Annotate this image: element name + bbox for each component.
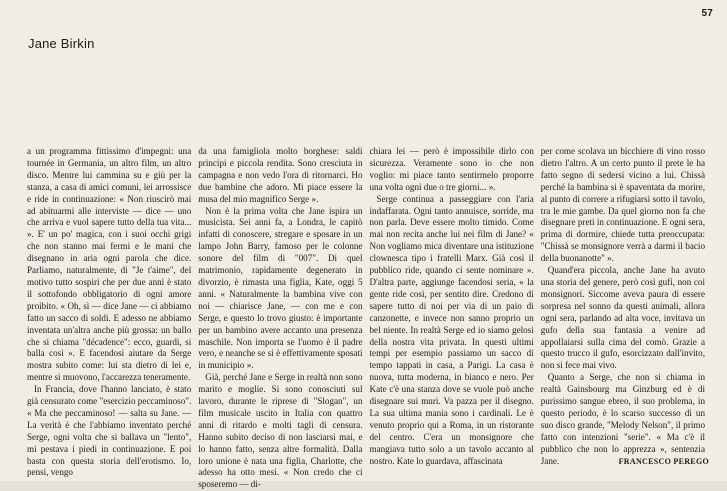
- paragraph: Quanto a Serge, che non si chiama in realtà Gainsbourg ma Ginzburg ed è di purissimo sangue ebreo, il suo problema, in questo periodo, è lo scarso successo di un suo disco grande, "Melody Nelson", il primo fatto con intenzioni "serie". « Ma c'è il pubblico che non lo apprezza », sentenzia Jane.: [540, 372, 705, 466]
- paragraph: a un programma fittissimo d'impegni: una tournée in Germania, un altro film, un altro disco. Mentre lui cammina su e giù per la stanza, a casa di amici comuni, lei arrossisce e ride in continuazione: « Non riuscirò mai ad abituarmi alle interviste — dice — uno che arriva e vuol sapere tutto della tua vita... ». E' un po' magica, con i suoi occhi grigi che non stanno mai fermi e le mani che disegnano in aria ogni parola che dice. Parliamo, naturalmente, di "Je t'aime", del motivo tutto sospiri che per due anni è stato il sottofondo obbligatorio di ogni amore proibito. « Oh, sì — dice Jane — ci abbiamo fatto un sacco di soldi. E adesso ne abbiamo inventata un'altra anche più grossa: un ballo che si chiama "décadence": ecco, guardi, si balla così ». E facendosi aiutare da Serge mostra subito come: lui sta dietro di lei e, mentre si muovono, l'accarezza teneramente.: [27, 146, 192, 383]
- paragraph: Serge continua a passeggiare con l'aria indaffarata. Ogni tanto annuisce, sorride, ma non parla. Deve essere molto timido. Come mai non recita anche lui nei film di Jane? « Non vogliamo mica diventare una istituzione clownesca tipo i fratelli Marx. Già così il pubblico ride, quando ci sente nominare ». D'altra parte, aggiunge facendosi seria, « la gente ride così, per sentito dire. Credono di sapere tutto di noi per via di un paio di canzonette, e invece non sanno proprio un bel niente. In realtà Serge ed io siamo gelosi della nostra vita privata. In questi ultimi tempi per esempio passiamo un sacco di tempo tappati in casa, a Parigi. La casa è nuova, tutta moderna, in bianco e nero. Per Kate c'è una stanza dove se vuole può anche disegnare sui muri. Va pazza per il disegno. La sua ultima mania sono i cardinali. Le è venuto proprio qui a Roma, in un ristorante del centro. C'era un monsignore che mangiava tutto solo a un tavolo accanto al nostro. Kate lo guardava, affascinata: [369, 193, 534, 466]
- page-number: 57: [701, 8, 713, 19]
- paragraph: In Francia, dove l'hanno lanciato, è stato già censurato come "esercizio peccaminoso". « Ma che peccaminoso! — salta su Jane. — La verità è che l'abbiamo inventato perché Serge, ogni volta che si ballava un "lento", mi pestava i piedi in continuazione. E poi basta con questa storia dell'erotismo. Io, pensi, vengo: [27, 384, 192, 478]
- paragraph: Non è la prima volta che Jane ispira un musicista. Sei anni fa, a Londra, le capitò infatti di conoscere, stregare e sposare in un lampo John Barry, famoso per le colonne sonore del film di "007". Di quel matrimonio, rapidamente degenerato in divorzio, è rimasta una figlia, Kate, oggi 5 anni. « Naturalmente la bambina vive con noi — chiarisce Jane, — con me e con Serge, e questo lo trovo giusto: è importante per un bambino avere accanto una presenza maschile. Non importa se l'uomo è il padre vero, e neanche se si è effettivamente sposati in municipio ».: [198, 205, 363, 371]
- paragraph: Già, perché Jane e Serge in realtà non sono marito e moglie. Si sono conosciuti sul lavoro, durante le riprese di "Slogan", un film musicale uscito in Italia con quattro anni di ritardo e molti tagli di censura. Hanno subito deciso di non lasciarsi mai, e lo hanno fatto, senza altre formalità. Dalla loro unione è nata una figlia, Charlotte, che adesso ha otto mesi. « Non credo che ci sposeremo — di-: [198, 372, 363, 490]
- article-body: [27, 146, 705, 490]
- text-column-1: [27, 146, 191, 491]
- article-running-title: Jane Birkin: [28, 36, 95, 51]
- paragraph: chiara lei — però è impossibile dirlo con sicurezza. Veramente sono io che non voglio: mi piace tanto sentirmelo proporre una volta ogni due o tre giorni... ».: [369, 146, 534, 192]
- text-column-2: [198, 146, 362, 491]
- paragraph: da una famigliola molto borghese: saldi principi e piccola rendita. Sono cresciuta in campagna e non vedo l'ora di ritornarci. Ho due bambine che adoro. Mi piace essere la musa del mio magnifico Serge ».: [198, 146, 363, 204]
- paragraph: per come scolava un bicchiere di vino rosso dietro l'altro. A un certo punto il prete le ha fatto segno di sedersi vicino a lui. Chissà perché la bambina si è spaventata da morire, al punto di correre a rifugiarsi sotto il tavolo, tra le mie gambe. Da quel giorno non fa che disegnare preti in continuazione. E ogni sera, prima di dormire, chiede tutta preoccupata: "Chissà se monsignore verrà a darmi il bacio della buonanotte" ».: [540, 146, 705, 264]
- text-column-4: [541, 146, 705, 491]
- author-signature: FRANCESCO PEREGO: [618, 457, 709, 466]
- text-column-3: [370, 146, 534, 491]
- paragraph: Quand'era piccola, anche Jane ha avuto una storia del genere, però così gufi, non coi monsignori. Siccome aveva paura di essere sorpresa nel sonno da questi animali, allora ogni sera, parlando ad alta voce, invitava un gufo della sua fantasia a venire ad appollaiarsi sulla cima del comò. Grazie a questo trucco il gufo, esorcizzato dall'invito, non si fece mai vivo.: [540, 265, 705, 371]
